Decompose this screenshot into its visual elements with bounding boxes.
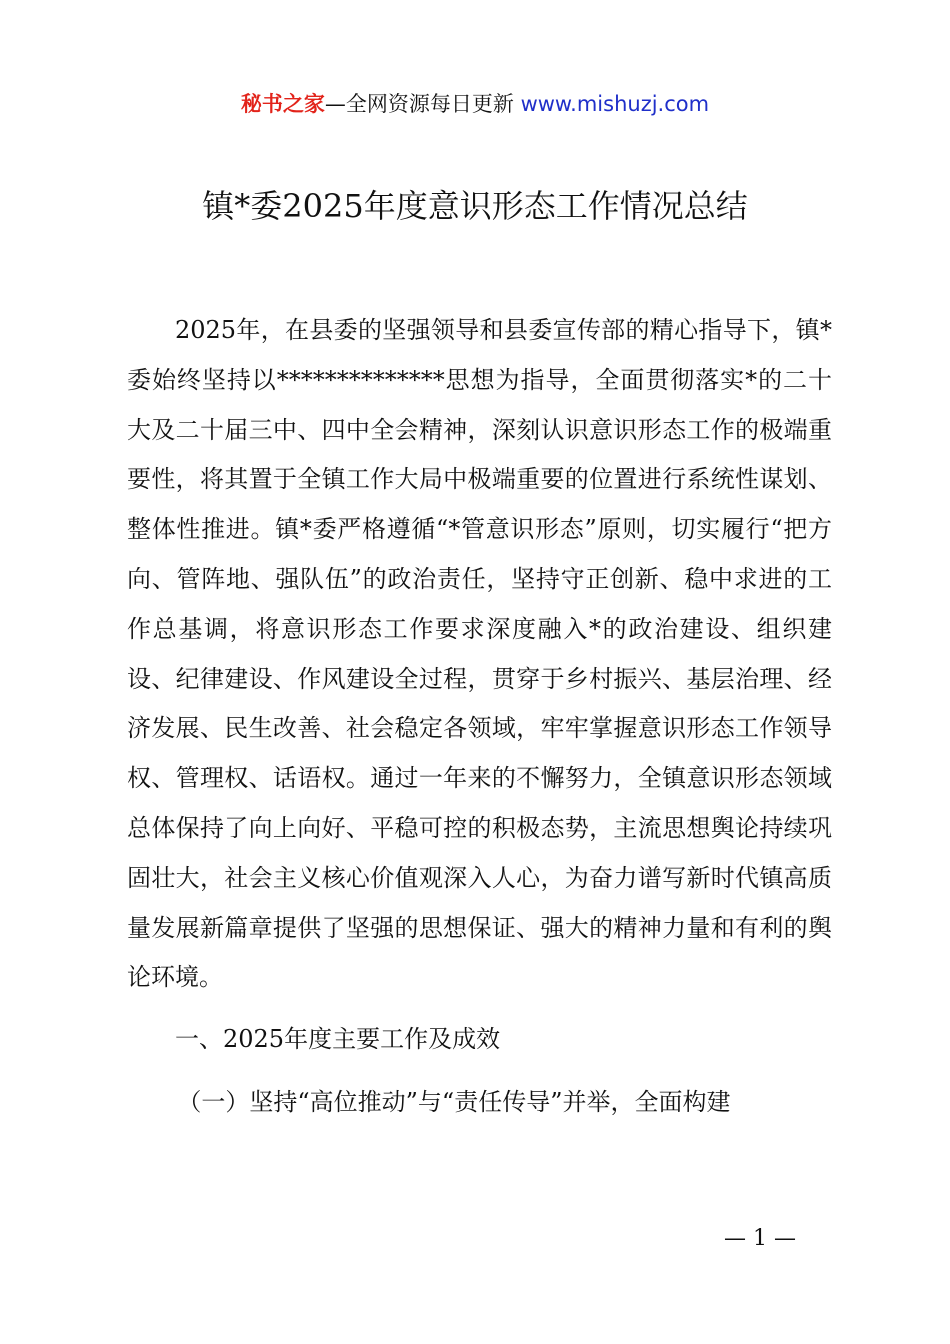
intro-paragraph: 2025年，在县委的坚强领导和县委宣传部的精心指导下，镇*委始终坚持以**************思想为指导，全面贯彻落实*的二十大及二十届三中、四中全会精神，深刻认识意识形态工作的极端重要性，将其置于全镇工作大局中极端重要的位置进行系统性谋划、整体性推进。镇*委严格遵循“*管意识形态”原则，切实履行“把方向、管阵地、强队伍”的政治责任，坚持守正创新、稳中求进的工作总基调，将意识形态工作要求深度融入*的政治建设、组织建设、纪律建设、作风建设全过程，贯穿于乡村振兴、基层治理、经济发展、民生改善、社会稳定各领域，牢牢掌握意识形态工作领导权、管理权、话语权。通过一年来的不懈努力，全镇意识形态领域总体保持了向上向好、平稳可控的积极态势，主流思想舆论持续巩固壮大，社会主义核心价值观深入人心，为奋力谱写新时代镇高质量发展新篇章提供了坚强的思想保证、强大的精神力量和有利的舆论环境。 — [127, 316, 832, 992]
site-header — [0, 86, 950, 122]
brand-name: 秘书之家 — [240, 92, 325, 116]
page-number: — 1 — — [724, 1226, 796, 1251]
document-title: 镇*委2025年度意识形态工作情况总结 — [202, 187, 748, 225]
header-tagline: —全网资源每日更新 — [324, 92, 521, 116]
section-heading: 一、2025年度主要工作及成效 — [175, 1025, 501, 1053]
subsection-heading: （一）坚持“高位推动”与“责任传导”并举，全面构建 — [177, 1088, 731, 1116]
site-url-link[interactable]: www.mishuzj.com — [520, 92, 710, 116]
